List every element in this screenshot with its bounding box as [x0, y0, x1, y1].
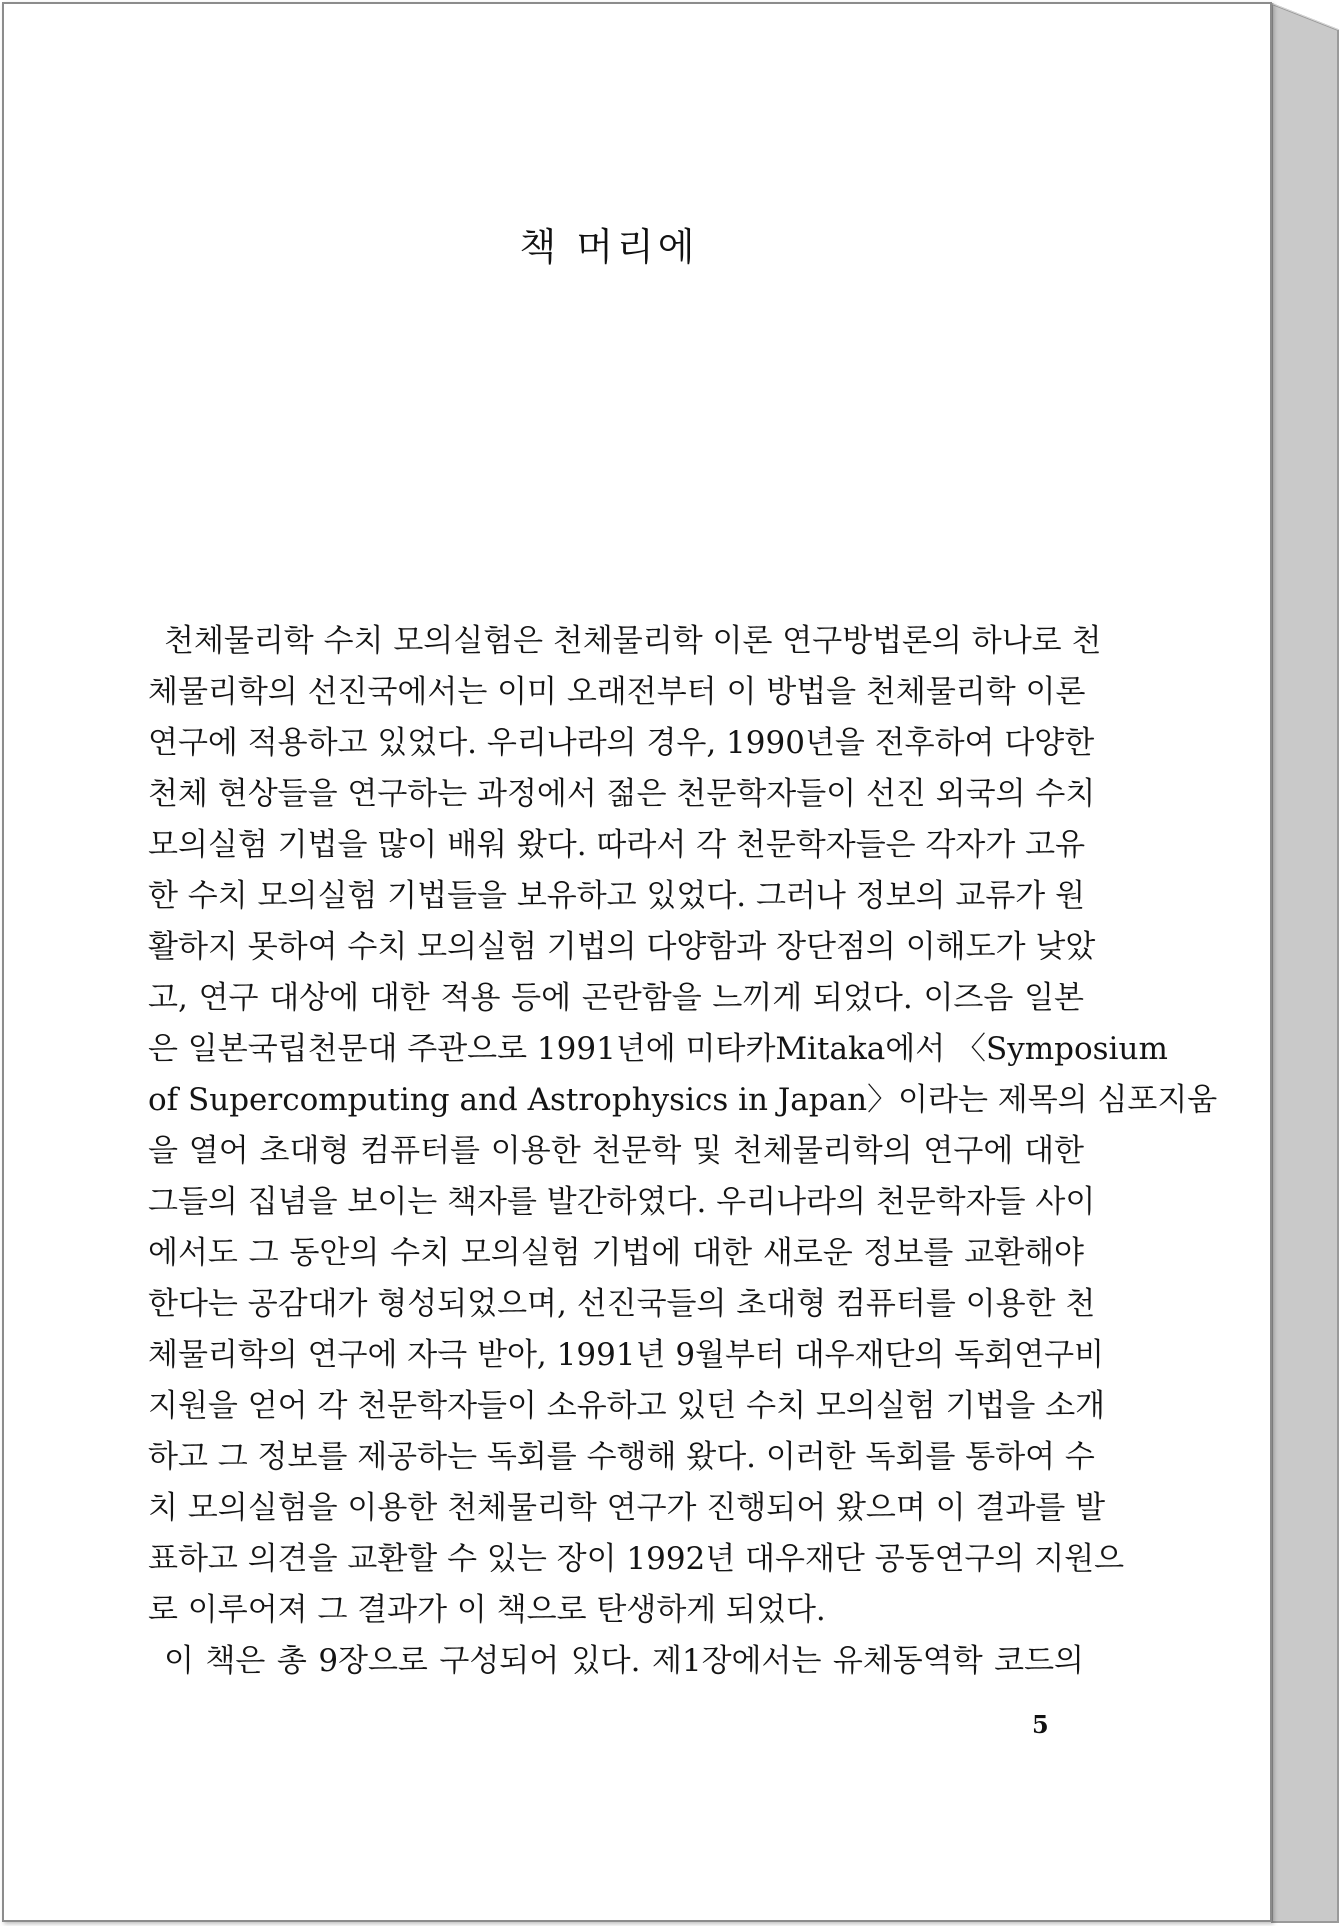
page-title: 책 머리에	[519, 225, 699, 269]
text-line: 에서도 그 동안의 수치 모의실험 기법에 대한 새로운 정보를 교환해야	[148, 1235, 1084, 1271]
text-line: 한 수치 모의실험 기법들을 보유하고 있었다. 그러나 정보의 교류가 원	[148, 878, 1086, 914]
text-line: 치 모의실험을 이용한 천체물리학 연구가 진행되어 왔으며 이 결과를 발	[148, 1490, 1106, 1526]
text-line: 한다는 공감대가 형성되었으며, 선진국들의 초대형 컴퓨터를 이용한 천	[148, 1286, 1096, 1322]
document-page	[2, 2, 1272, 1922]
text-line: 은 일본국립천문대 주관으로 1991년에 미타카Mitaka에서 〈Symposium	[148, 1031, 1168, 1067]
text-line: 이 책은 총 9장으로 구성되어 있다. 제1장에서는 유체동역학 코드의	[164, 1643, 1084, 1679]
text-line: 모의실험 기법을 많이 배워 왔다. 따라서 각 천문학자들은 각자가 고유	[148, 827, 1086, 863]
text-line: 표하고 의견을 교환할 수 있는 장이 1992년 대우재단 공동연구의 지원으	[148, 1541, 1125, 1577]
text-line: 체물리학의 선진국에서는 이미 오래전부터 이 방법을 천체물리학 이론	[148, 674, 1086, 710]
text-line: 체물리학의 연구에 자극 받아, 1991년 9월부터 대우재단의 독회연구비	[148, 1337, 1105, 1373]
text-line: 을 열어 초대형 컴퓨터를 이용한 천문학 및 천체물리학의 연구에 대한	[148, 1133, 1084, 1169]
text-line: of Supercomputing and Astrophysics in Japan〉이라는 제목의 심포지움	[148, 1082, 1218, 1118]
text-line: 천체 현상들을 연구하는 과정에서 젊은 천문학자들이 선진 외국의 수치	[148, 776, 1096, 812]
text-line: 하고 그 정보를 제공하는 독회를 수행해 왔다. 이러한 독회를 통하여 수	[148, 1439, 1095, 1475]
page-number: 5	[1032, 1710, 1049, 1739]
text-line: 천체물리학 수치 모의실험은 천체물리학 이론 연구방법론의 하나로 천	[164, 623, 1102, 659]
body-text	[148, 616, 1218, 1687]
text-line: 로 이루어져 그 결과가 이 책으로 탄생하게 되었다.	[148, 1592, 826, 1628]
text-line: 연구에 적용하고 있었다. 우리나라의 경우, 1990년을 전후하여 다양한	[148, 725, 1095, 761]
text-line: 활하지 못하여 수치 모의실험 기법의 다양함과 장단점의 이해도가 낮았	[148, 929, 1096, 965]
text-line: 고, 연구 대상에 대한 적용 등에 곤란함을 느끼게 되었다. 이즈음 일본	[148, 980, 1084, 1016]
text-line: 지원을 얻어 각 천문학자들이 소유하고 있던 수치 모의실험 기법을 소개	[148, 1388, 1106, 1424]
text-line: 그들의 집념을 보이는 책자를 발간하였다. 우리나라의 천문학자들 사이	[148, 1184, 1096, 1220]
